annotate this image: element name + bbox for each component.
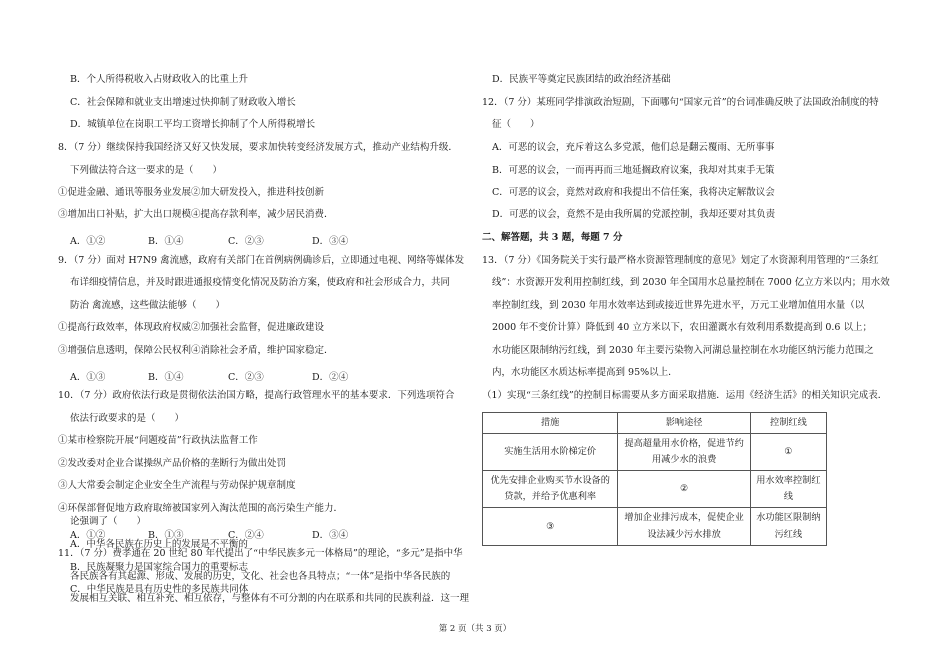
q10-stem-cont: 依法行政要求的是（ ）	[70, 413, 185, 424]
q9-option-a: A．①③	[70, 372, 106, 383]
q9-option-c: C．②③	[228, 372, 264, 383]
table-header-row	[483, 413, 827, 434]
q11-option-b: B．民族凝聚力是国家综合国力的重要标志	[70, 562, 248, 573]
q11-stem-cont: 各民族各有其起源、形成、发展的历史，文化、社会也各具特点；“一体”是指中华各民族的	[70, 571, 451, 582]
table-cell: 提高超量用水价格，促进节约用减少水的浪费	[618, 434, 750, 471]
q7-option-b: B．个人所得税收入占财政收入的比重上升	[70, 74, 248, 85]
q9-item: ③增强信息透明，保障公民权利④消除社会矛盾，维护国家稳定．	[58, 345, 334, 356]
table-header-cell: 影响途径	[618, 413, 750, 434]
q13-stem-cont: 线”：水资源开发利用控制红线，到 2030 年全国用水总量控制在 7000 亿立方米以内；用水效	[492, 277, 890, 288]
q10-item: ④环保部督促地方政府取缔被国家列入淘汰范围的高污染生产能力．	[58, 503, 344, 514]
section-title: 二、解答题，共 3 题，每题 7 分	[482, 232, 623, 243]
table-row	[483, 434, 827, 471]
table-cell: 用水效率控制红线	[750, 471, 826, 508]
q9-item: ①提高行政效率，体现政府权威②加强社会监督，促进廉政建设	[58, 322, 325, 333]
table-cell: 优先安排企业购买节水设备的贷款，并给予优惠利率	[483, 471, 618, 508]
q8-item: ③增加出口补贴，扩大出口规模④提高存款利率，减少居民消费．	[58, 209, 334, 220]
q9-option-b: B．①④	[148, 372, 184, 383]
q10-item: ③人大常委会制定企业安全生产流程与劳动保护规章制度	[58, 480, 296, 491]
q8-option-b: B．①④	[148, 236, 184, 247]
q9-option-d: D．②④	[312, 372, 349, 383]
table-cell: 实施生活用水阶梯定价	[483, 434, 618, 471]
table-cell: 增加企业排污成本，促使企业设法减少污水排放	[618, 508, 750, 545]
q12-option-b: B．可恶的议会，一而再再而三地延搁政府议案，我却对其束手无策	[492, 165, 775, 176]
q9-stem-cont: 布详细疫情信息，并及时跟进通报疫情变化情况及防治方案，使政府和社会形成合力，共同	[70, 277, 451, 288]
q7-option-c: C．社会保障和就业支出增速过快抑制了财政收入增长	[70, 97, 296, 108]
q8-option-d: D．③④	[312, 236, 349, 247]
q11-option-a: A．中华各民族在历史上的发展是不平衡的	[70, 539, 248, 550]
q8-option-c: C．②③	[228, 236, 264, 247]
q12-option-d: D．可恶的议会，竟然不是由我所属的党派控制，我却还要对其负责	[492, 209, 776, 220]
q13-subquestion-1: （1）实现“三条红线”的控制目标需要从多方面采取措施．运用《经济生活》的相关知识完成表．	[482, 390, 888, 401]
q8-item: ①促进金融、通讯等服务业发展②加大研发投入，推进科技创新	[58, 187, 325, 198]
q10-item: ①某市检察院开展“问题疫苗”行政执法监督工作	[58, 435, 258, 446]
table-row	[483, 471, 827, 508]
page-footer: 第 2 页（共 3 页）	[438, 624, 512, 634]
q8-stem: 8．（7 分）继续保持我国经济又好又快发展，要求加快转变经济发展方式，推动产业结构升级．	[58, 142, 458, 153]
q11-option-c: C．中华民族是具有历史性的多民族共同体	[70, 584, 249, 595]
q12-option-c: C．可恶的议会，竟然对政府和我提出不信任案，我将决定解散议会	[492, 187, 775, 198]
q12-option-a: A．可恶的议会，充斥着这么多党派，他们总是翻云覆雨、无所事事	[492, 142, 775, 153]
q10-option-b: B．①③	[148, 530, 184, 541]
table-cell: 水功能区限制纳污红线	[750, 508, 826, 545]
q10-option-d: D．③④	[312, 530, 349, 541]
q13-table	[482, 412, 827, 546]
q10-stem: 10．（7 分）政府依法行政是贯彻依法治国方略，提高行政管理水平的基本要求．下列选项符合	[58, 390, 455, 401]
q9-stem: 9．（7 分）面对 H7N9 禽流感，政府有关部门在首例病例确诊后，立即通过电视、网络等媒体发	[58, 255, 465, 266]
q13-stem: 13．（7 分）《国务院关于实行最严格水资源管理制度的意见》划定了水资源利用管理的“三条红	[482, 255, 879, 266]
q11-stem-cont: 发展相互关联、相互补充、相互依存，与整体有不可分割的内在联系和共同的民族利益．这一理	[70, 593, 470, 604]
q13-stem-cont: 2000 年不变价计算）降低到 40 立方米以下，农田灌溉水有效利用系数提高到 0.6 以上；	[492, 322, 872, 333]
q13-stem-cont: 内，水功能区水质达标率提高到 95%以上．	[492, 367, 678, 378]
q13-stem-cont: 水功能区限制纳污红线，到 2030 年主要污染物入河湖总量控制在水功能区纳污能力范围之	[492, 345, 874, 356]
q10-option-c: C．②④	[228, 530, 264, 541]
q11-option-d: D．民族平等奠定民族团结的政治经济基础	[492, 74, 671, 85]
q8-stem-cont: 下列做法符合这一要求的是（ ）	[70, 165, 223, 176]
q13-stem-cont: 率控制红线，到 2030 年用水效率达到或接近世界先进水平，万元工业增加值用水量（以	[492, 300, 865, 311]
q10-option-a: A．①②	[70, 530, 106, 541]
table-header-cell: 控制红线	[750, 413, 826, 434]
q11-stem-cont: 论强调了（ ）	[70, 516, 147, 527]
table-cell: ②	[618, 471, 750, 508]
q8-option-a: A．①②	[70, 236, 106, 247]
table-cell: ③	[483, 508, 618, 545]
table-cell: ①	[750, 434, 826, 471]
q10-item: ②发改委对企业合谋操纵产品价格的垄断行为做出处罚	[58, 458, 287, 469]
q12-stem-cont: 征（ ）	[492, 119, 540, 130]
q9-stem-cont: 防治 禽流感，这些做法能够（ ）	[70, 300, 226, 311]
q12-stem: 12．（7 分）某班同学排演政治短剧，下面哪句“国家元首”的台词准确反映了法国政治制度的特	[482, 97, 879, 108]
q11-stem: 11．（7 分）费孝通在 20 世纪 80 年代提出了“中华民族多元一体格局”的理论，“多元”是指中华	[58, 548, 463, 559]
table-row	[483, 508, 827, 545]
q7-option-d: D．城镇单位在岗职工平均工资增长抑制了个人所得税增长	[70, 119, 316, 130]
table-header-cell: 措施	[483, 413, 618, 434]
